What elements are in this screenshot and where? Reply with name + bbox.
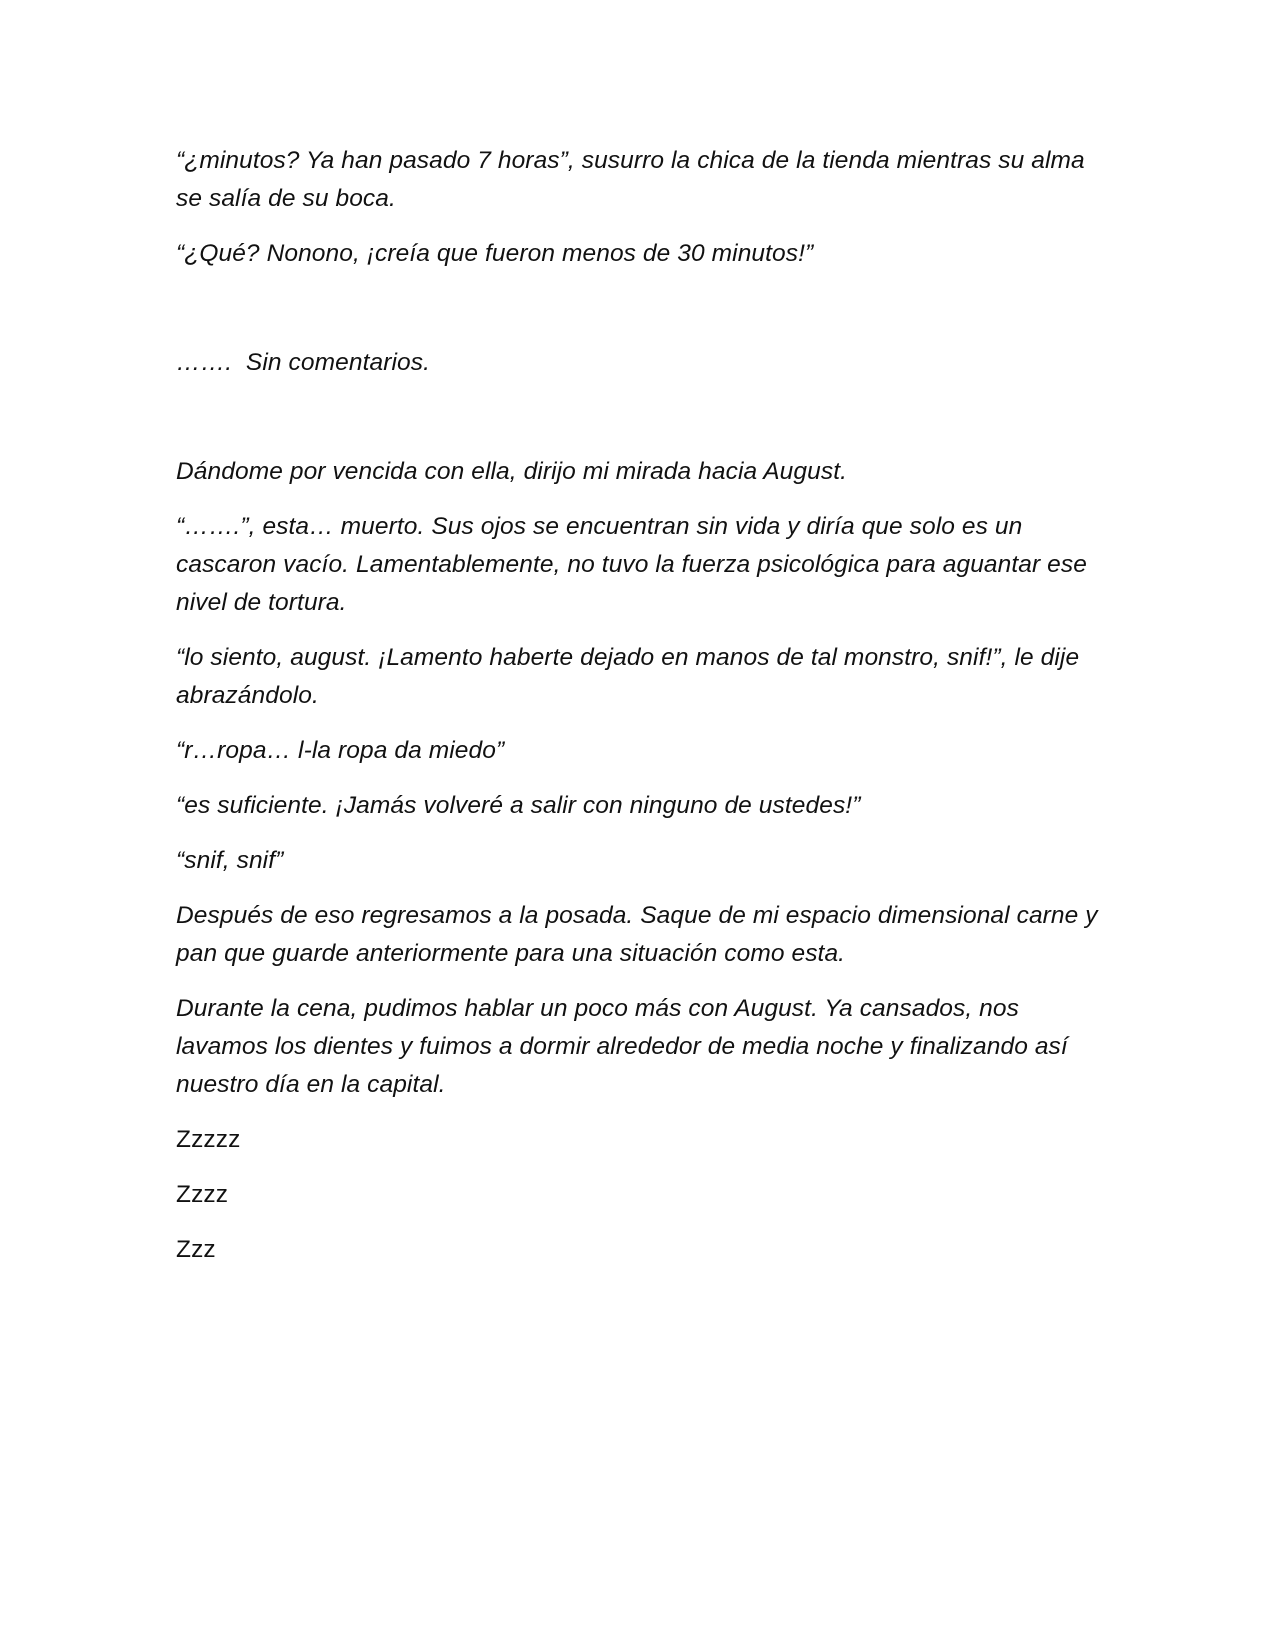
paragraph-6: “lo siento, august. ¡Lamento haberte dejado en manos de tal monstro, snif!”, le dije abrazándolo.: [176, 644, 1087, 709]
page-body: [176, 142, 1106, 1286]
paragraph-12: Zzzzz: [176, 1126, 241, 1153]
paragraph-10: Después de eso regresamos a la posada. Saque de mi espacio dimensional carne y pan que guarde anteriormente para una situación como esta.: [176, 902, 1105, 967]
paragraph-8: “es suficiente. ¡Jamás volveré a salir con ninguno de ustedes!”: [176, 792, 861, 819]
paragraph-11: Durante la cena, pudimos hablar un poco más con August. Ya cansados, nos lavamos los dientes y fuimos a dormir alrededor de media noche y finalizando así nuestro día en la capital.: [176, 995, 1075, 1098]
paragraph-3: ……. Sin comentarios.: [176, 349, 430, 376]
paragraph-14: Zzz: [176, 1236, 216, 1263]
paragraph-4: Dándome por vencida con ella, dirijo mi mirada hacia August.: [176, 458, 848, 485]
paragraph-13: Zzzz: [176, 1181, 229, 1208]
paragraph-5: “…….”, esta… muerto. Sus ojos se encuentran sin vida y diría que solo es un cascaron vacío. Lamentablemente, no tuvo la fuerza psicológica para aguantar ese nivel de tortura.: [176, 513, 1094, 616]
paragraph-2: “¿Qué? Nonono, ¡creía que fueron menos de 30 minutos!”: [176, 240, 814, 267]
paragraph-7: “r…ropa… l-la ropa da miedo”: [176, 737, 505, 764]
paragraph-9: “snif, snif”: [176, 847, 284, 874]
paragraph-1: “¿minutos? Ya han pasado 7 horas”, susurro la chica de la tienda mientras su alma se salía de su boca.: [176, 147, 1092, 212]
